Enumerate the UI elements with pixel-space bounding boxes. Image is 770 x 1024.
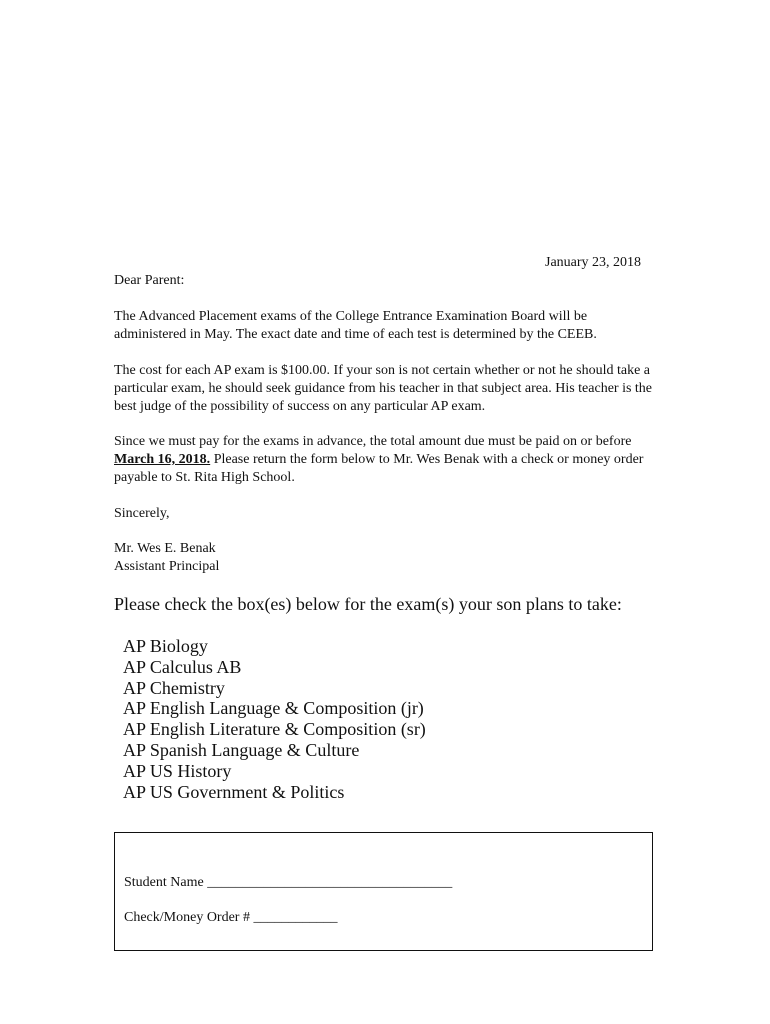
payment-text-before: Since we must pay for the exams in advance, the total amount due must be paid on or before (114, 434, 632, 449)
exam-item-english-language: AP English Language & Composition (jr) (123, 698, 424, 719)
exam-item-english-literature: AP English Literature & Composition (sr) (123, 719, 426, 740)
closing: Sincerely, (114, 506, 170, 521)
exam-item-us-government: AP US Government & Politics (123, 781, 345, 802)
exam-item-spanish: AP Spanish Language & Culture (123, 739, 360, 760)
signer-title: Assistant Principal (114, 559, 220, 574)
check-number-label: Check/Money Order # (124, 910, 250, 925)
payment-text-after: Please return the form below to Mr. Wes Benak with a check or money order payable to St. Rita High School. (114, 452, 644, 485)
student-name-field[interactable]: ___________________________________ (207, 875, 453, 890)
return-form-box (114, 832, 653, 951)
paragraph-exam-info: The Advanced Placement exams of the College Entrance Examination Board will be administered in May. The exact date and time of each test is determined by the CEEB. (114, 309, 597, 342)
check-number-field[interactable]: ____________ (253, 910, 338, 925)
exam-instruction: Please check the box(es) below for the exam(s) your son plans to take: (114, 594, 622, 614)
salutation: Dear Parent: (114, 273, 185, 288)
check-number-row (124, 910, 337, 926)
exam-item-calculus-ab: AP Calculus AB (123, 656, 242, 677)
exam-list (123, 636, 426, 802)
letter-date: January 23, 2018 (545, 255, 642, 270)
student-name-row (124, 875, 452, 891)
exam-item-biology: AP Biology (123, 636, 208, 656)
paragraph-payment (114, 433, 659, 487)
paragraph-exam-cost: The cost for each AP exam is $100.00. If your son is not certain whether or not he should take a particular exam, he should seek guidance from his teacher in that subject area. His teacher is the best judge of the possibility of success on any particular AP exam. (114, 363, 653, 414)
exam-item-chemistry: AP Chemistry (123, 677, 225, 698)
student-name-label: Student Name (124, 875, 204, 890)
signer-name: Mr. Wes E. Benak (114, 541, 216, 556)
exam-item-us-history: AP US History (123, 760, 232, 781)
payment-deadline: March 16, 2018. (114, 452, 211, 467)
